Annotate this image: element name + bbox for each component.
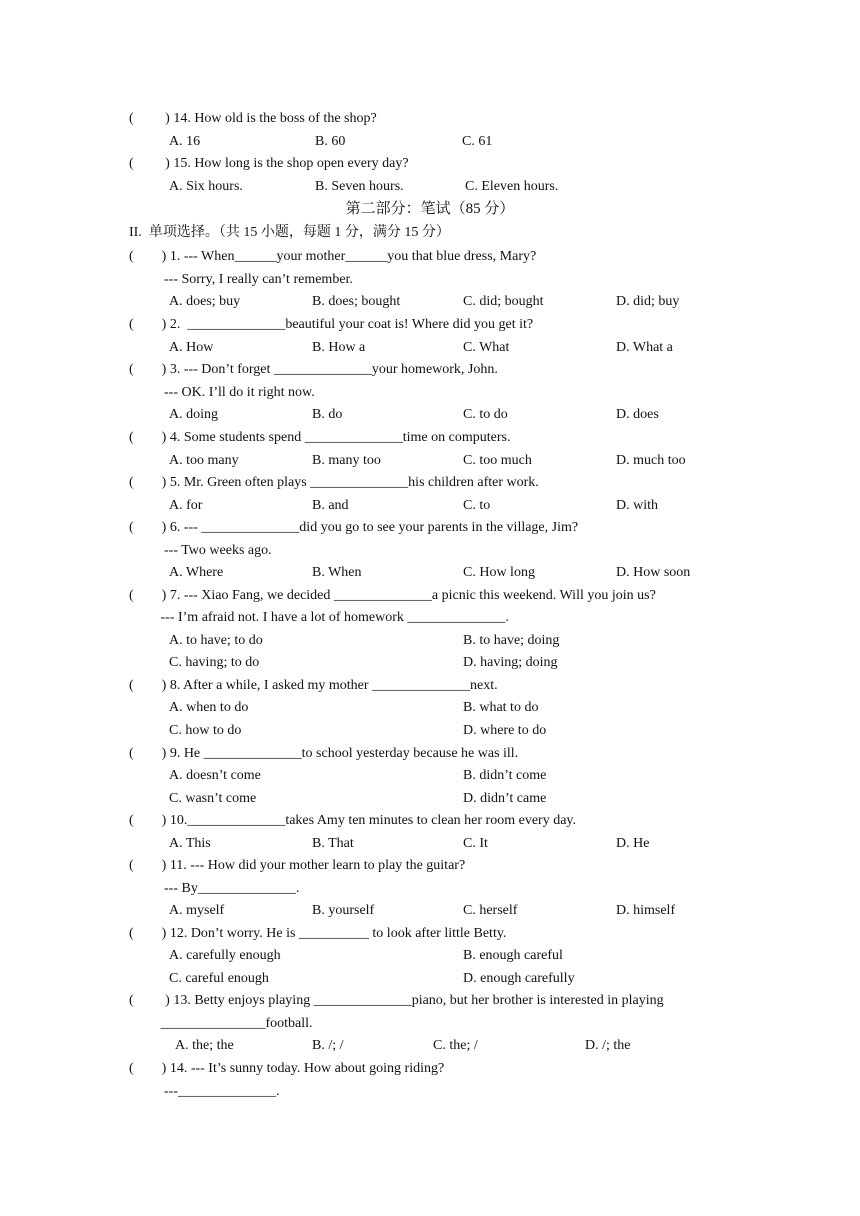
option: C. the; / bbox=[433, 1038, 478, 1053]
question-text: ( ) 12. Don’t worry. He is __________ to look after little Betty. bbox=[129, 926, 507, 941]
question-text: _______________football. bbox=[129, 1016, 313, 1031]
option: A. 16 bbox=[169, 134, 201, 149]
option: A. myself bbox=[169, 903, 225, 918]
option: C. wasn’t come bbox=[169, 791, 257, 806]
option: A. carefully enough bbox=[169, 948, 281, 963]
option: D. How soon bbox=[616, 565, 691, 580]
option: D. did; buy bbox=[616, 294, 680, 309]
option: D. didn’t came bbox=[463, 791, 547, 806]
question-text: --- Sorry, I really can’t remember. bbox=[129, 272, 353, 287]
option: B. to have; doing bbox=[463, 633, 560, 648]
option: A. This bbox=[169, 836, 211, 851]
question-text: ( ) 4. Some students spend ______________time on computers. bbox=[129, 430, 511, 445]
question-text: ( ) 13. Betty enjoys playing ______________piano, but her brother is interested in playing bbox=[129, 993, 664, 1008]
option: B. That bbox=[312, 836, 354, 851]
option: D. does bbox=[616, 407, 659, 422]
option: B. didn’t come bbox=[463, 768, 547, 783]
question-text: --- By______________. bbox=[129, 881, 300, 896]
option: D. having; doing bbox=[463, 655, 558, 670]
option: A. Six hours. bbox=[169, 179, 243, 194]
question-text: ( ) 6. --- ______________did you go to see your parents in the village, Jim? bbox=[129, 520, 579, 535]
option: D. with bbox=[616, 498, 658, 513]
option: D. himself bbox=[616, 903, 676, 918]
question-text: --- Two weeks ago. bbox=[129, 543, 272, 558]
section-title: II. 单项选择。（共 15 小题，每题 1 分，满分 15 分） bbox=[129, 225, 450, 240]
question-text: --- I’m afraid not. I have a lot of homework ______________. bbox=[129, 610, 509, 625]
option: A. Where bbox=[169, 565, 224, 580]
option: A. How bbox=[169, 340, 214, 355]
option: C. 61 bbox=[462, 134, 493, 149]
question-text: ( ) 7. --- Xiao Fang, we decided ______________a picnic this weekend. Will you join us? bbox=[129, 588, 656, 603]
option: D. /; the bbox=[585, 1038, 631, 1053]
option: B. Seven hours. bbox=[315, 179, 404, 194]
question-text: ( ) 14. How old is the boss of the shop? bbox=[129, 111, 377, 126]
option: A. doesn’t come bbox=[169, 768, 261, 783]
question-text: ( ) 11. --- How did your mother learn to play the guitar? bbox=[129, 858, 466, 873]
option: A. too many bbox=[169, 453, 239, 468]
option: A. does; buy bbox=[169, 294, 241, 309]
option: C. It bbox=[463, 836, 488, 851]
question-text: ( ) 1. --- When______your mother______you that blue dress, Mary? bbox=[129, 249, 537, 264]
option: A. the; the bbox=[175, 1038, 234, 1053]
option: B. When bbox=[312, 565, 362, 580]
option: B. many too bbox=[312, 453, 381, 468]
option: D. where to do bbox=[463, 723, 547, 738]
option: A. when to do bbox=[169, 700, 249, 715]
question-text: ( ) 5. Mr. Green often plays ______________his children after work. bbox=[129, 475, 539, 490]
option: D. much too bbox=[616, 453, 686, 468]
option: C. how to do bbox=[169, 723, 242, 738]
option: B. /; / bbox=[312, 1038, 344, 1053]
question-text: ( ) 2. ______________beautiful your coat is! Where did you get it? bbox=[129, 317, 534, 332]
option: C. to do bbox=[463, 407, 508, 422]
question-text: --- OK. I’ll do it right now. bbox=[129, 385, 315, 400]
option: C. herself bbox=[463, 903, 518, 918]
question-text: ( ) 3. --- Don’t forget ______________your homework, John. bbox=[129, 362, 498, 377]
question-text: ( ) 9. He ______________to school yesterday because he was ill. bbox=[129, 746, 519, 761]
option: A. doing bbox=[169, 407, 218, 422]
option: A. for bbox=[169, 498, 203, 513]
option: D. He bbox=[616, 836, 650, 851]
question-text: ( ) 8. After a while, I asked my mother ______________next. bbox=[129, 678, 498, 693]
option: C. to bbox=[463, 498, 491, 513]
option: B. 60 bbox=[315, 134, 346, 149]
question-text: ( ) 15. How long is the shop open every day? bbox=[129, 156, 409, 171]
option: B. does; bought bbox=[312, 294, 401, 309]
option: B. yourself bbox=[312, 903, 375, 918]
option: B. do bbox=[312, 407, 343, 422]
option: A. to have; to do bbox=[169, 633, 263, 648]
option: B. How a bbox=[312, 340, 366, 355]
question-text: ( ) 10.______________takes Amy ten minutes to clean her room every day. bbox=[129, 813, 576, 828]
option: C. careful enough bbox=[169, 971, 269, 986]
option: C. Eleven hours. bbox=[465, 179, 559, 194]
part-title: 第二部分：笔试（85 分） bbox=[345, 201, 515, 217]
option: B. enough careful bbox=[463, 948, 563, 963]
option: D. What a bbox=[616, 340, 673, 355]
option: D. enough carefully bbox=[463, 971, 575, 986]
option: C. What bbox=[463, 340, 510, 355]
option: C. having; to do bbox=[169, 655, 260, 670]
question-text: ---______________. bbox=[129, 1084, 280, 1099]
question-text: ( ) 14. --- It’s sunny today. How about going riding? bbox=[129, 1061, 445, 1076]
option: B. what to do bbox=[463, 700, 539, 715]
option: C. did; bought bbox=[463, 294, 544, 309]
option: C. How long bbox=[463, 565, 535, 580]
option: C. too much bbox=[463, 453, 532, 468]
option: B. and bbox=[312, 498, 349, 513]
